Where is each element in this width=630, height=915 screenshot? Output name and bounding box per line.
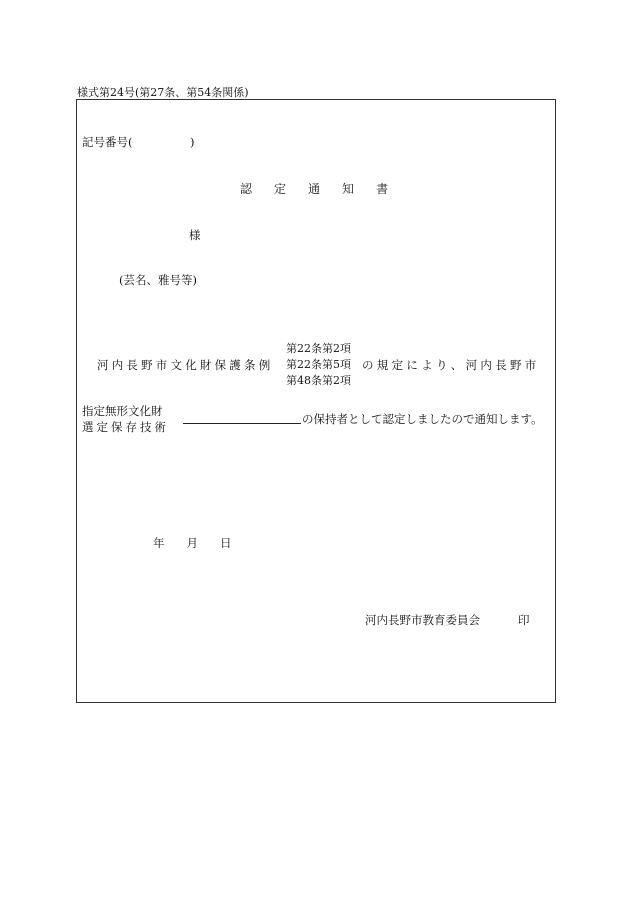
seal-mark: 印 bbox=[518, 613, 530, 627]
date-day: 日 bbox=[220, 536, 232, 550]
article-list bbox=[286, 341, 351, 389]
article-item: 第22条第2項 bbox=[286, 342, 351, 355]
category-item: 指定無形文化財 bbox=[82, 404, 163, 418]
title-char: 知 bbox=[342, 182, 355, 196]
ordinance-name: 河内長野市文化財保護条例 bbox=[97, 358, 274, 372]
issuer-name: 河内長野市教育委員会 bbox=[365, 613, 480, 627]
category-list bbox=[82, 403, 169, 435]
category-item: 選定保存技術 bbox=[82, 420, 169, 434]
article-item: 第22条第5項 bbox=[286, 358, 351, 371]
document-title bbox=[240, 180, 410, 197]
title-char: 認 bbox=[240, 182, 253, 196]
date-month: 月 bbox=[186, 536, 198, 550]
name-blank-line bbox=[183, 423, 301, 424]
record-number: 記号番号( ) bbox=[82, 135, 195, 149]
addressee-suffix: 様 bbox=[189, 228, 201, 242]
article-item: 第48条第2項 bbox=[286, 374, 351, 387]
date-year: 年 bbox=[153, 536, 165, 550]
art-name-label: (芸名、雅号等) bbox=[119, 273, 197, 287]
title-char: 書 bbox=[376, 182, 389, 196]
notice-text: の保持者として認定しましたので通知します。 bbox=[302, 412, 543, 426]
provision-text: の規定により、河内長野市 bbox=[362, 358, 540, 372]
title-char: 定 bbox=[274, 182, 287, 196]
title-char: 通 bbox=[308, 182, 321, 196]
form-number-label: 様式第24号(第27条、第54条関係) bbox=[77, 86, 249, 99]
date-line bbox=[153, 535, 254, 551]
